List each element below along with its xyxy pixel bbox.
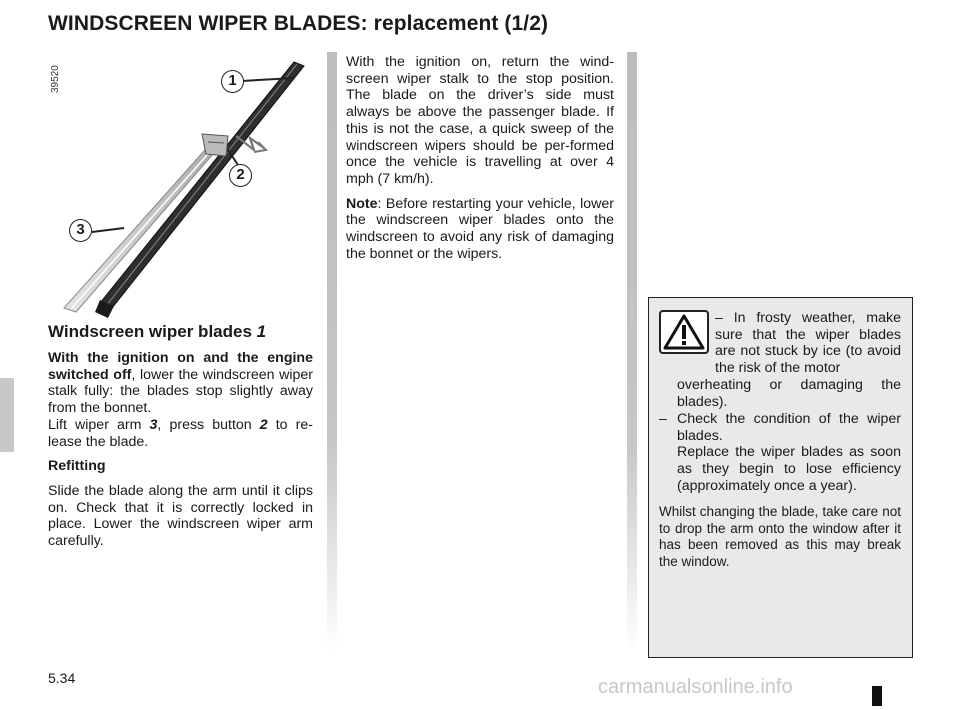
stalk-paragraph: With the ignition on, return the wind-screen wiper stalk to the stop position. The blade on the driver’s side must always be above the passenger blade. If this is not the case, a quick sweep of the windscreen wipers should be per-formed once the vehicle is travelling at over 4 mph (7 km/h).	[346, 54, 614, 187]
page-number: 5.34	[48, 670, 76, 686]
warning-item-frost: – In frosty weather, make sure that the wiper blades are not stuck by ice (to avoid the risk of the motor	[715, 310, 901, 377]
warning-item-check: – Check the condition of the wiper blades. Replace the wiper blades as soon as they begin to lose efficiency (approximately once a year).	[659, 411, 901, 494]
warning-box	[648, 297, 913, 658]
section-heading: Windscreen wiper blades 1	[48, 322, 267, 341]
warning-note: Whilst changing the blade, take care not to drop the arm onto the window after it has been removed as this may break the window.	[659, 504, 901, 569]
page-corner-marker	[872, 686, 882, 706]
middle-column-text	[346, 54, 614, 270]
column-divider	[327, 52, 337, 652]
page-title: WINDSCREEN WIPER BLADES: replacement (1/2)	[48, 12, 549, 35]
refitting-paragraph: Slide the blade along the arm until it clips on. Check that it is correctly locked in place. Lower the windscreen wiper arm carefully.	[48, 482, 313, 550]
warning-item-frost-cont: overheating or damaging the blades).	[677, 377, 901, 410]
watermark: carmanualsonline.info	[598, 676, 793, 698]
column-divider	[627, 52, 637, 652]
figure-code: 39520	[50, 65, 61, 93]
callout-3: 3	[69, 219, 92, 242]
callout-1: 1	[221, 70, 244, 93]
left-column-text	[48, 350, 313, 558]
wiper-blade-illustration	[40, 50, 325, 325]
warning-triangle-icon	[659, 310, 709, 354]
removal-paragraph: With the ignition on and the engine switched off, lower the windscreen wiper stalk fully: the blades stop slightly away from the bonnet. Lift wiper arm 3, press button 2 to re-lease the blade.	[48, 350, 314, 450]
chapter-tab	[0, 378, 14, 452]
wiper-arm-drawing	[40, 50, 325, 325]
callout-2: 2	[229, 164, 252, 187]
note-paragraph: Note: Before restarting your vehicle, lower the windscreen wiper blades onto the windscreen to avoid any risk of damaging the bonnet or the wipers.	[346, 195, 614, 262]
refitting-heading: Refitting	[48, 458, 106, 475]
